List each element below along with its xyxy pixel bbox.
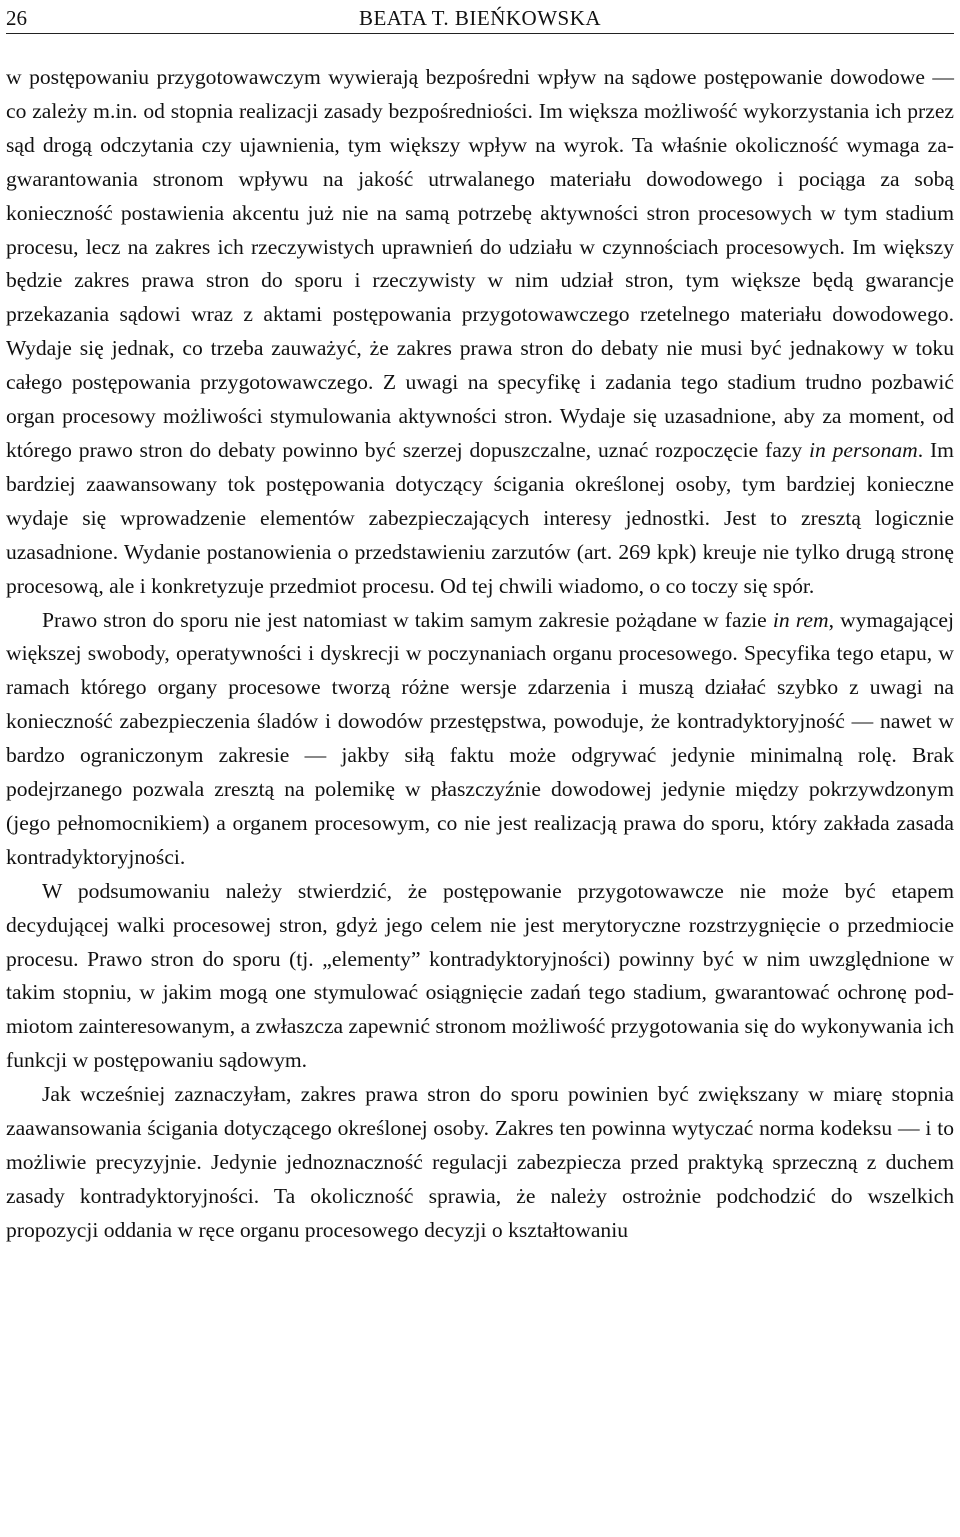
- text-segment: . Im bardziej zaawansowany tok postępowania dotyczący ścigania określonej osoby, tym bardziej konieczne wydaje się wprowadzenie elementów zabezpieczających interesy jednostki. Jest to zresztą logicznie uzasadnione. Wydanie postanowienia o przedstawieniu zarzutów (art. 269 kpk) kreuje nie tylko drugą stronę procesową, ale i konkretyzuje przedmiot procesu. Od tej chwili wiadomo, o co toczy się spór.: [6, 437, 954, 598]
- text-segment: Jak wcześniej zaznaczyłam, zakres prawa stron do sporu powinien być zwiększany w miarę stopnia zaawansowania ścigania dotyczącego określonej osoby. Zakres ten powinna wytyczać norma kodeksu — i to możliwie precyzyjnie. Jedynie jednoznaczność regulacji zabezpiecza przed praktyką sprzeczną z duchem zasady kontradyktoryjności. Ta okoliczność sprawia, że należy ostrożnie podchodzić do wszelkich propozycji oddania w ręce organu procesowego decyzji o kształtowaniu: [6, 1082, 954, 1242]
- text-segment: w postępowaniu przygotowawczym wywierają bezpośredni wpływ na sądowe postępowanie dowodowe — co zależy m.in. od stopnia realizacji zasady bezpośredniości. Im większa możliwość wykorzystania ich przez sąd drogą odczytania czy ujawnienia, tym większy wpływ na wyrok. Ta właśnie okoliczność wymaga zagwarantowania stronom wpływu na jakość utrwalanego materiału dowodowego i pociąga za sobą konieczność postawienia akcentu już nie na samą potrzebę aktywności stron procesowych w tym stadium procesu, lecz na zakres ich rzeczywistych uprawnień do udziału w czynnościach procesowych. Im większy będzie zakres prawa stron do sporu i rzeczywisty w nim udział stron, tym większe będą gwarancje przekazania sądowi wraz z aktami postępowania przygotowawczego rzetelnego materiału dowodowego. Wydaje się jednak, co trzeba zauważyć, że zakres prawa stron do debaty nie musi być jednakowy w toku całego postępowania przygotowawczego. Z uwagi na specyfikę i zadania tego stadium trudno pozbawić organ procesowy możliwości stymulowania aktywności stron. Wydaje się uzasadnione, aby za moment, od którego prawo stron do debaty powinno być szerzej dopuszczalne, uznać rozpoczęcie fazy: [6, 65, 954, 462]
- text-segment: Prawo stron do sporu nie jest natomiast w takim samym zakresie pożądane w fazie: [42, 607, 773, 632]
- paragraph-1: [6, 61, 954, 604]
- page-number: 26: [6, 6, 27, 30]
- paragraph-4: [6, 1078, 954, 1248]
- italic-term: in rem: [772, 607, 829, 632]
- paragraph-2: [6, 604, 954, 875]
- running-title: BEATA T. BIEŃKOWSKA: [358, 6, 602, 30]
- paragraph-3: [6, 875, 954, 1078]
- running-header: [6, 3, 954, 34]
- document-page: [6, 0, 954, 1248]
- body-text: [6, 61, 954, 1248]
- italic-term: in personam: [809, 437, 918, 462]
- text-segment: W podsumowaniu należy stwierdzić, że postępowanie przygotowawcze nie może być etapem decydującej walki procesowej stron, gdyż jego celem nie jest merytoryczne rozstrzygnięcie o przedmiocie procesu. Prawo stron do sporu (tj. „elementy” kontradyktoryjności) powinny być w nim uwzględnione w takim stopniu, w jakim mogą one stymulować osiągnięcie zadań tego stadium, gwarantować ochronę podmiotom zainteresowanym, a zwłaszcza zapewnić stronom możliwość przygotowania się do wykonywania ich funkcji w postępowaniu sądowym.: [6, 878, 954, 1073]
- text-segment: , wymagającej większej swobody, operatywności i dyskrecji w poczynaniach organu procesowego. Specyfika tego etapu, w ramach którego organy procesowe tworzą różne wersje zdarzenia i muszą działać szybko z uwagi na konieczność zabezpieczenia śladów i dowodów przestępstwa, powoduje, że kontradyktoryjność — nawet w bardzo ograniczonym zakresie — jakby siłą faktu może odgrywać jedynie minimalną rolę. Brak podejrzanego pozwala zresztą na polemikę w płaszczyźnie dowodowej jedynie między pokrzywdzonym (jego pełnomocnikiem) a organem procesowym, co nie jest realizacją prawa do sporu, który zakłada zasada kontradyktoryjności.: [6, 607, 954, 869]
